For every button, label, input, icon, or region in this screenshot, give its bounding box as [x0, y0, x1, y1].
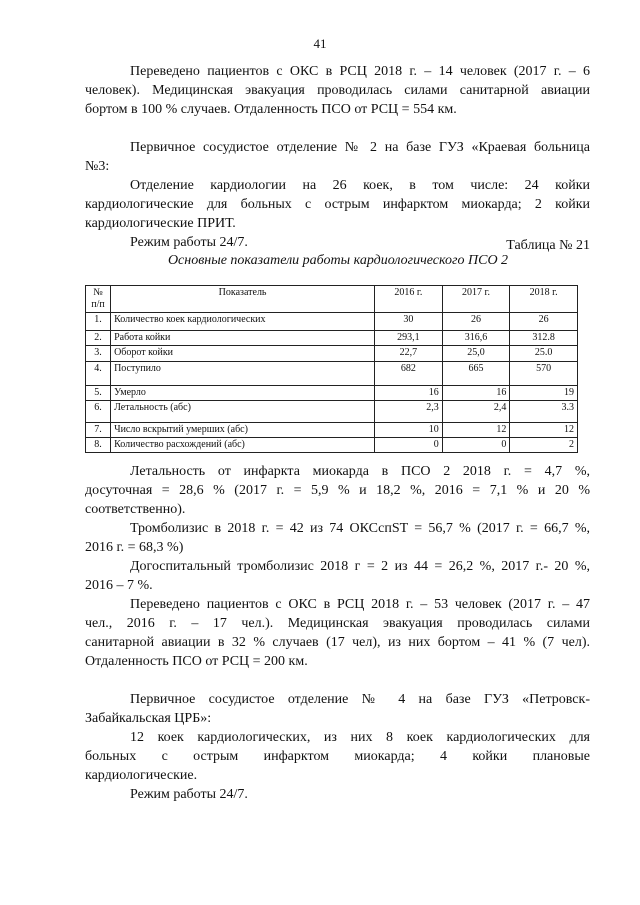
- cell-no: 4.: [86, 362, 111, 386]
- cell-2018: 570: [510, 362, 578, 386]
- cell-no: 2.: [86, 331, 111, 346]
- paragraph-line: Переведено пациентов с ОКС в РСЦ 2018 г. – 53 человек (2017 г. – 47: [130, 597, 590, 612]
- paragraph-line: больных с острым инфарктом миокарда; 4 койки плановые: [85, 749, 590, 764]
- header-2016: 2016 г.: [375, 286, 443, 313]
- table-title: Основные показатели работы кардиологического ПСО 2: [167, 253, 509, 268]
- header-2017: 2017 г.: [442, 286, 510, 313]
- table-row: [86, 313, 578, 331]
- cell-indicator: Количество коек кардиологических: [111, 313, 375, 331]
- paragraph-line: соответственно).: [85, 502, 186, 517]
- cell-2017: 316,6: [442, 331, 510, 346]
- cell-no: 3.: [86, 346, 111, 362]
- cell-no: 8.: [86, 438, 111, 453]
- paragraph-line: человек). Медицинская эвакуация проводилась силами санитарной авиации: [85, 83, 590, 98]
- cell-indicator: Летальность (абс): [111, 401, 375, 423]
- cell-2018: 2: [510, 438, 578, 453]
- indicators-table: [85, 285, 578, 453]
- table-row: [86, 362, 578, 386]
- work-mode: Режим работы 24/7.: [130, 787, 248, 802]
- paragraph-line: 12 коек кардиологических, из них 8 коек кардиологических для: [130, 730, 590, 745]
- header-no: № п/п: [86, 286, 111, 313]
- header-indicator: Показатель: [111, 286, 375, 313]
- cell-2017: 16: [442, 386, 510, 401]
- table-row: [86, 401, 578, 423]
- cell-indicator: Поступило: [111, 362, 375, 386]
- cell-2016: 293,1: [375, 331, 443, 346]
- paragraph-line: санитарной авиации в 32 % случаев (17 чел), из них бортом – 41 % (7 чел).: [85, 635, 590, 650]
- cell-2016: 682: [375, 362, 443, 386]
- cell-2017: 26: [442, 313, 510, 331]
- table-header-row: [86, 286, 578, 313]
- cell-2016: 30: [375, 313, 443, 331]
- paragraph-line: Отдаленность ПСО от РСЦ = 200 км.: [85, 654, 308, 669]
- cell-indicator: Число вскрытий умерших (абс): [111, 423, 375, 438]
- paragraph-line: Отделение кардиологии на 26 коек, в том числе: 24 койки: [130, 178, 590, 193]
- work-mode: Режим работы 24/7.: [130, 235, 248, 250]
- cell-indicator: Умерло: [111, 386, 375, 401]
- cell-2018: 312.8: [510, 331, 578, 346]
- section-heading-pso4: Забайкальская ЦРБ»:: [85, 711, 212, 726]
- page-number: 41: [313, 36, 327, 51]
- cell-indicator: Оборот койки: [111, 346, 375, 362]
- cell-no: 1.: [86, 313, 111, 331]
- paragraph-line: Тромболизис в 2018 г. = 42 из 74 ОКСспST = 56,7 % (2017 г. = 66,7 %,: [130, 521, 590, 536]
- cell-2018: 25.0: [510, 346, 578, 362]
- table-row: [86, 423, 578, 438]
- cell-2016: 16: [375, 386, 443, 401]
- paragraph-line: Догоспитальный тромболизис 2018 г = 2 из 44 = 26,2 %, 2017 г.- 20 %,: [130, 559, 590, 574]
- section-heading-pso2: Первичное сосудистое отделение № 2 на базе ГУЗ «Краевая больница: [130, 140, 590, 155]
- paragraph-line: 2016 г. = 68,3 %): [85, 540, 184, 555]
- paragraph-line: 2016 – 7 %.: [85, 578, 153, 593]
- cell-no: 6.: [86, 401, 111, 423]
- cell-indicator: Количество расхождений (абс): [111, 438, 375, 453]
- paragraph-line: Летальность от инфаркта миокарда в ПСО 2 2018 г. = 4,7 %,: [130, 464, 590, 479]
- paragraph-line: чел., 2016 г. – 17 чел.). Медицинская эвакуация проводилась силами: [85, 616, 590, 631]
- cell-2016: 0: [375, 438, 443, 453]
- header-2018: 2018 г.: [510, 286, 578, 313]
- paragraph-line: кардиологические ПРИТ.: [85, 216, 236, 231]
- table-row: [86, 438, 578, 453]
- cell-2017: 665: [442, 362, 510, 386]
- section-heading-pso2: №3:: [85, 159, 110, 174]
- cell-2017: 25,0: [442, 346, 510, 362]
- table-row: [86, 346, 578, 362]
- cell-2017: 0: [442, 438, 510, 453]
- paragraph-line: досуточная = 28,6 % (2017 г. = 5,9 % и 18,2 %, 2016 = 7,1 % и 20 %: [85, 483, 590, 498]
- cell-indicator: Работа койки: [111, 331, 375, 346]
- paragraph-line: кардиологические для больных с острым инфарктом миокарда; 2 койки: [85, 197, 590, 212]
- table-row: [86, 386, 578, 401]
- paragraph-line: кардиологические.: [85, 768, 198, 783]
- cell-2017: 12: [442, 423, 510, 438]
- cell-2018: 3.3: [510, 401, 578, 423]
- cell-no: 7.: [86, 423, 111, 438]
- cell-2018: 19: [510, 386, 578, 401]
- cell-2017: 2,4: [442, 401, 510, 423]
- cell-2018: 12: [510, 423, 578, 438]
- paragraph-line: Переведено пациентов с ОКС в РСЦ 2018 г. – 14 человек (2017 г. – 6: [130, 64, 590, 79]
- table-number: Таблица № 21: [506, 238, 590, 253]
- cell-2016: 22,7: [375, 346, 443, 362]
- cell-2016: 10: [375, 423, 443, 438]
- cell-2016: 2,3: [375, 401, 443, 423]
- cell-no: 5.: [86, 386, 111, 401]
- cell-2018: 26: [510, 313, 578, 331]
- table-row: [86, 331, 578, 346]
- paragraph-line: бортом в 100 % случаев. Отдаленность ПСО от РСЦ = 554 км.: [85, 102, 457, 117]
- section-heading-pso4: Первичное сосудистое отделение № 4 на базе ГУЗ «Петровск-: [130, 692, 590, 707]
